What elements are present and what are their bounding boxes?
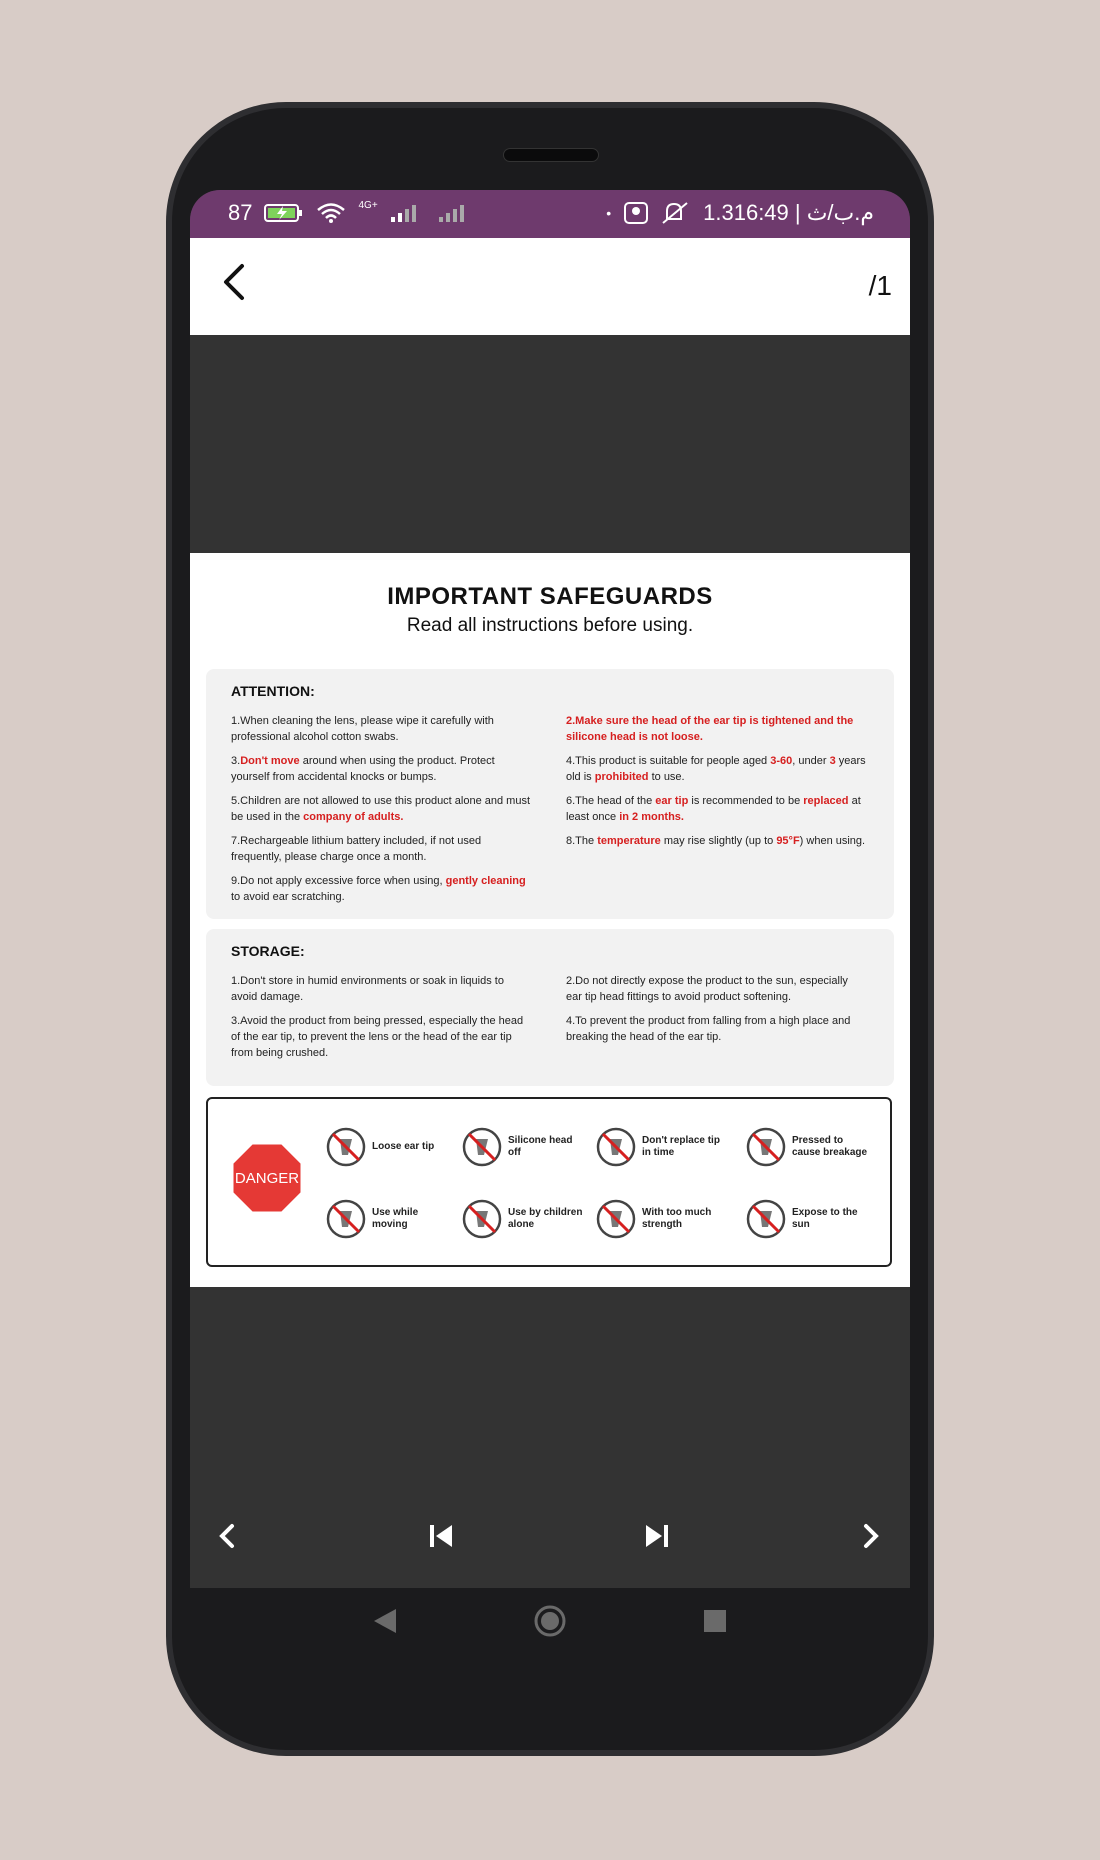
danger-sign-label: DANGER [234, 1170, 300, 1187]
highlighted-text: gently cleaning [445, 875, 526, 887]
attention-item [231, 793, 531, 825]
network-type: 4G+ [358, 200, 378, 211]
expose-sun-icon [746, 1199, 786, 1239]
signal-icon [390, 203, 426, 223]
mute-icon [661, 201, 691, 225]
hazard-label: Loose ear tip [372, 1141, 435, 1152]
hazard-item [596, 1199, 720, 1239]
danger-sign-icon [230, 1141, 304, 1215]
previous-page-icon[interactable] [208, 1516, 248, 1556]
item-text: 3. [231, 755, 241, 767]
children-alone-icon [462, 1199, 502, 1239]
highlighted-text: replaced [803, 795, 849, 807]
status-bar [190, 190, 910, 238]
system-back-icon[interactable] [370, 1606, 400, 1636]
highlighted-text: company of adults. [303, 811, 404, 823]
highlighted-text: 95°F [776, 835, 800, 847]
attention-item [566, 793, 866, 825]
attention-card [206, 669, 894, 919]
hazard-item [326, 1199, 450, 1239]
highlighted-text: 2.Make sure the head of the ear tip is tightened and the silicone head is not loose. [566, 715, 854, 743]
dont-replace-tip-icon [596, 1127, 636, 1167]
battery-level: 87 [228, 200, 253, 225]
pressed-breakage-icon [746, 1127, 786, 1167]
highlighted-text: Don't move [240, 755, 300, 767]
item-text: , under [792, 755, 830, 767]
document-viewer[interactable] [190, 335, 910, 1348]
bottom-nav [190, 1500, 910, 1588]
hazard-label: Don't replace tip in time [642, 1135, 720, 1158]
item-text: 7.Rechargeable lithium battery included, if not used frequently, please charge once a month. [231, 835, 482, 863]
hazard-label: Pressed to cause breakage [792, 1135, 868, 1158]
item-text: is recommended to be [688, 795, 804, 807]
highlighted-text: prohibited [594, 771, 649, 783]
hazard-item [596, 1127, 720, 1167]
system-recents-icon[interactable] [702, 1608, 728, 1634]
dot-indicator: • [606, 205, 612, 221]
too-much-strength-icon [596, 1199, 636, 1239]
item-text: ) when using. [799, 835, 866, 847]
storage-item: 4.To prevent the product from falling from a high place and breaking the head of the ear tip. [566, 1015, 851, 1043]
first-page-icon[interactable] [422, 1516, 462, 1556]
storage-item: 2.Do not directly expose the product to the sun, especially ear tip head fittings to avoid product softening. [566, 975, 848, 1003]
highlighted-text: ear tip [655, 795, 689, 807]
notification-app-icon [623, 201, 649, 225]
doc-title: IMPORTANT SAFEGUARDS [387, 583, 713, 610]
item-text: to avoid ear scratching. [231, 891, 345, 903]
storage-item: 3.Avoid the product from being pressed, especially the head of the ear tip, to prevent the lens or the head of the ear tip from being crushed. [231, 1015, 524, 1059]
hazard-item [462, 1199, 586, 1239]
item-text: 6.The head of the [566, 795, 656, 807]
phone-speaker [503, 148, 599, 162]
attention-heading: ATTENTION: [231, 683, 315, 699]
attention-item [231, 713, 531, 745]
hazard-item [326, 1127, 450, 1167]
item-text: 9.Do not apply excessive force when using, [231, 875, 446, 887]
app-bar [190, 238, 910, 335]
last-page-icon[interactable] [636, 1516, 676, 1556]
attention-item [231, 873, 531, 905]
wifi-icon [316, 202, 346, 224]
item-text: may rise slightly (up to [660, 835, 777, 847]
document-page [190, 553, 910, 1287]
hazard-label: With too much strength [642, 1207, 712, 1230]
hazard-label: Use by children alone [508, 1207, 583, 1230]
highlighted-text: temperature [597, 835, 661, 847]
hazard-item [462, 1127, 586, 1167]
attention-item [231, 833, 531, 865]
item-text: 4.This product is suitable for people aged [566, 755, 771, 767]
storage-item: 1.Don't store in humid environments or soak in liquids to avoid damage. [231, 975, 504, 1003]
hazard-label: Expose to the sun [792, 1207, 858, 1230]
screen [190, 190, 910, 1588]
use-while-moving-icon [326, 1199, 366, 1239]
highlighted-text: 3 [829, 755, 836, 767]
hazard-label: Use while moving [372, 1207, 419, 1230]
battery-charging-icon [264, 203, 304, 223]
item-text: 1.When cleaning the lens, please wipe it carefully with professional alcohol cotton swabs. [231, 715, 494, 743]
attention-item [566, 753, 866, 785]
silicone-head-off-icon [462, 1127, 502, 1167]
system-home-icon[interactable] [533, 1604, 567, 1638]
attention-item [231, 753, 531, 785]
hazard-item [746, 1199, 870, 1239]
highlighted-text: 3-60 [770, 755, 793, 767]
danger-box [206, 1097, 892, 1267]
hazard-label: Silicone head off [508, 1135, 573, 1158]
item-text: at least once [566, 795, 861, 823]
storage-card [206, 929, 894, 1086]
status-time: 1.3م.ب/ث | 16:49 [703, 200, 874, 225]
doc-subtitle: Read all instructions before using. [406, 615, 694, 636]
item-text: to use. [648, 771, 685, 783]
item-text: 5.Children are not allowed to use this product alone and must be used in the [231, 795, 531, 823]
page-indicator: /1 [868, 270, 892, 301]
back-icon[interactable] [212, 258, 260, 306]
system-nav-bar [190, 1588, 910, 1668]
item-text: around when using the product. Protect yourself from accidental knocks or bumps. [231, 755, 495, 783]
loose-ear-tip-icon [326, 1127, 366, 1167]
signal-icon-2 [438, 203, 474, 223]
item-text: years old is [566, 755, 866, 783]
hazard-item [746, 1127, 870, 1167]
highlighted-text: in 2 months. [619, 811, 684, 823]
attention-item [566, 833, 866, 849]
attention-item [566, 713, 866, 745]
item-text: 8.The [566, 835, 598, 847]
storage-heading: STORAGE: [231, 943, 305, 959]
next-page-icon[interactable] [850, 1516, 890, 1556]
